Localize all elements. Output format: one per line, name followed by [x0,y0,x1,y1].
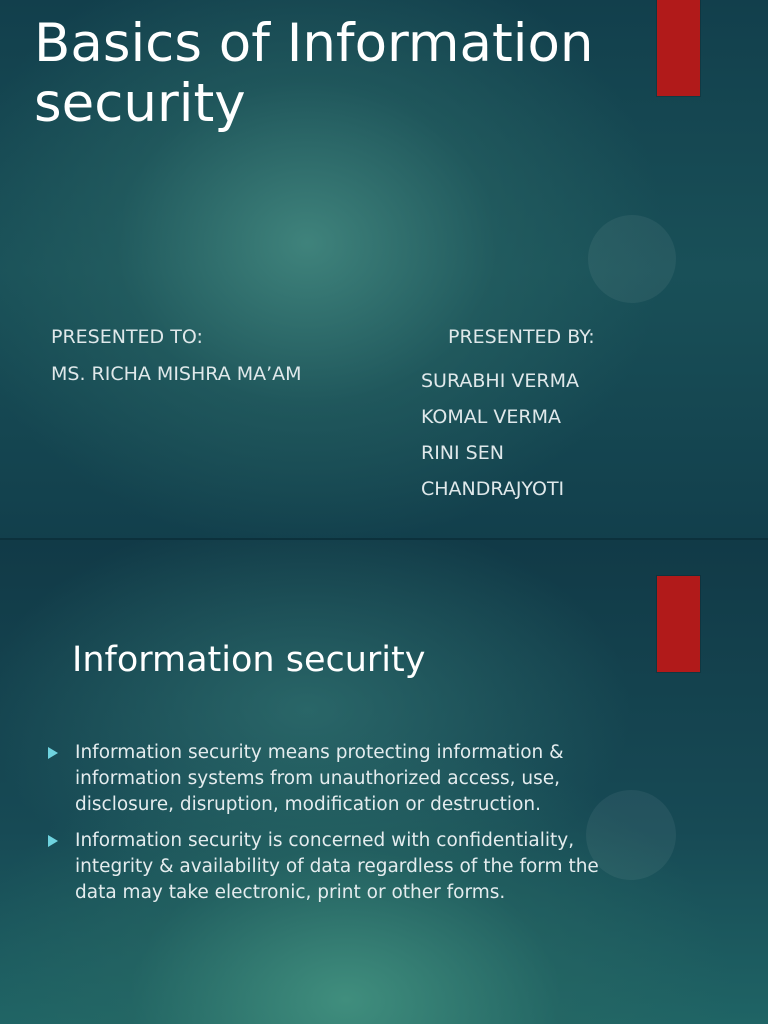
bullet-item [46,828,626,906]
presented-to-name: MS. RICHA MISHRA MA’AM [51,363,302,385]
decorative-circle [588,215,676,303]
triangle-right-icon [48,747,58,759]
bullet-text: Information security means protecting information & information systems from unauthorized access, use, disclosure, disruption, modification or destruction. [75,742,564,815]
presenter-name: CHANDRAJYOTI [421,478,565,500]
presenter-name: KOMAL VERMA [421,406,561,428]
triangle-right-icon [48,835,58,847]
accent-bar [657,576,700,672]
presented-by-label: PRESENTED BY: [448,326,595,348]
presenter-name: SURABHI VERMA [421,370,579,392]
bullet-item [46,740,626,818]
slide-title: Basics of Information security [34,13,594,134]
presenter-name: RINI SEN [421,442,504,464]
content-slide [0,540,768,1024]
bullet-list [46,740,626,916]
slide-heading: Information security [72,640,426,680]
bullet-text: Information security is concerned with confidentiality, integrity & availability of data regardless of the form the data may take electronic, print or other forms. [75,830,599,903]
presented-to-label: PRESENTED TO: [51,326,203,348]
presenters-list [421,363,579,507]
